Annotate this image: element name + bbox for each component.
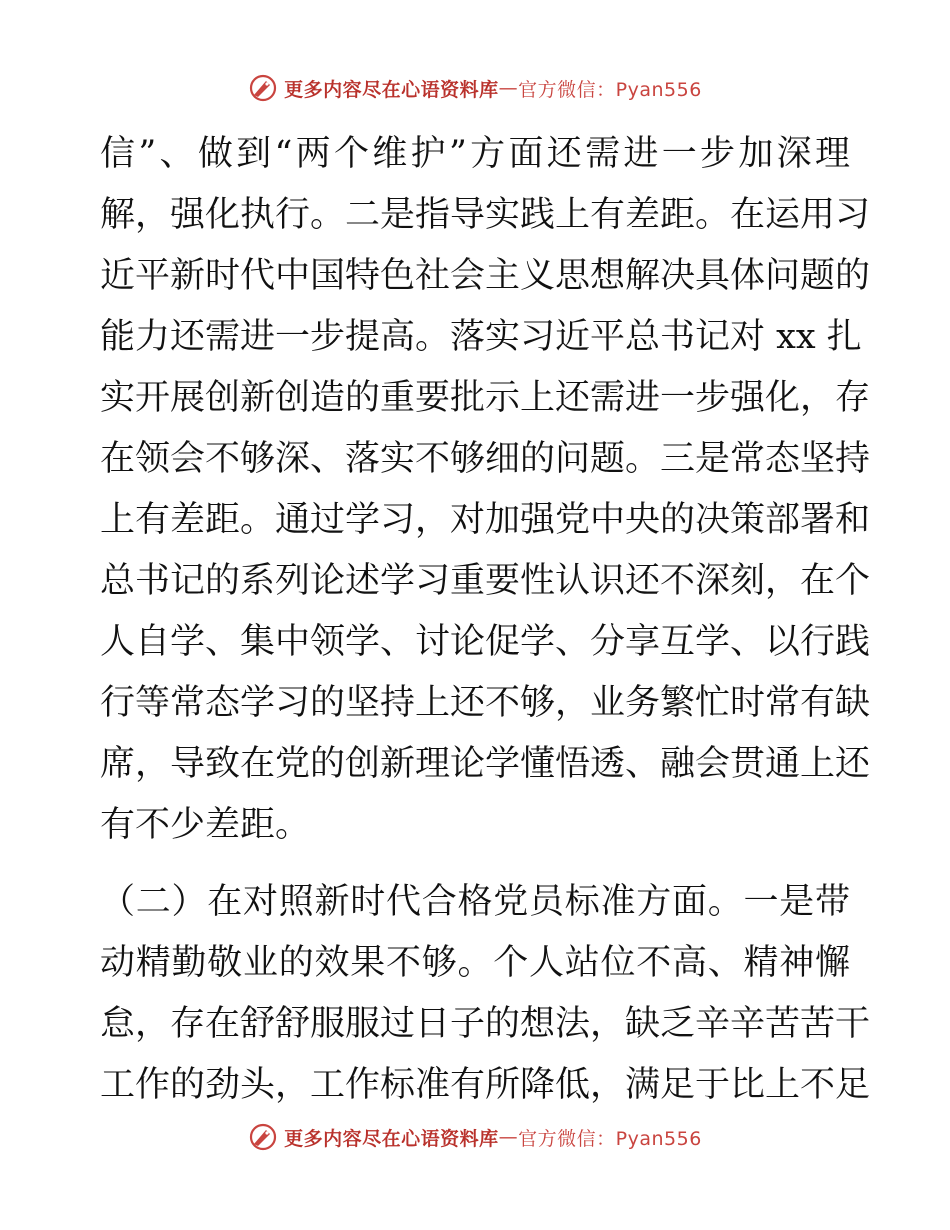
- text-line: 有不少差距。: [100, 805, 311, 845]
- watermark-contact: 官方微信：Pyan556: [518, 78, 702, 101]
- watermark-brand: 更多内容尽在心语资料库: [284, 1127, 499, 1150]
- watermark-separator: —: [498, 1126, 519, 1148]
- text-line: 实开展创新创造的重要批示上还需进一步强化，存: [100, 378, 871, 418]
- text-line: 上有差距。通过学习，对加强党中央的决策部署和: [100, 500, 871, 540]
- paragraph-2: [100, 872, 871, 1116]
- text-line: 在领会不够深、落实不够细的问题。三是常态坚持: [100, 439, 871, 479]
- pen-nib-circle-logo-icon: [248, 1122, 278, 1152]
- text-line: 工作的劲头，工作标准有所降低，满足于比上不足: [100, 1065, 871, 1105]
- text-line: 人自学、集中领学、讨论促学、分享互学、以行践: [100, 622, 871, 662]
- text-line: 信”、做到“两个维护”方面还需进一步加深理: [100, 134, 850, 174]
- text-line: 总书记的系列论述学习重要性认识还不深刻，在个: [100, 561, 871, 601]
- pen-nib-circle-logo-icon: [248, 73, 278, 103]
- text-line: 行等常态学习的坚持上还不够，业务繁忙时常有缺: [100, 683, 871, 723]
- text-line: 解，强化执行。二是指导实践上有差距。在运用习: [100, 195, 871, 235]
- watermark-brand: 更多内容尽在心语资料库: [284, 78, 499, 101]
- header-watermark: [0, 73, 950, 103]
- footer-watermark: [0, 1122, 950, 1152]
- watermark-contact: 官方微信：Pyan556: [518, 1127, 702, 1150]
- text-line: 席，导致在党的创新理论学懂悟透、融会贯通上还: [100, 744, 871, 784]
- document-body: [100, 124, 871, 1116]
- text-line: 近平新时代中国特色社会主义思想解决具体问题的: [100, 256, 871, 296]
- text-line: （二）在对照新时代合格党员标准方面。一是带: [100, 882, 850, 922]
- text-line: 能力还需进一步提高。落实习近平总书记对 xx 扎: [100, 317, 862, 357]
- watermark-separator: —: [498, 77, 519, 99]
- text-line: 动精勤敬业的效果不够。个人站位不高、精神懈: [100, 943, 850, 983]
- paragraph-1: [100, 124, 871, 856]
- text-line: 怠，存在舒舒服服过日子的想法，缺乏辛辛苦苦干: [100, 1004, 871, 1044]
